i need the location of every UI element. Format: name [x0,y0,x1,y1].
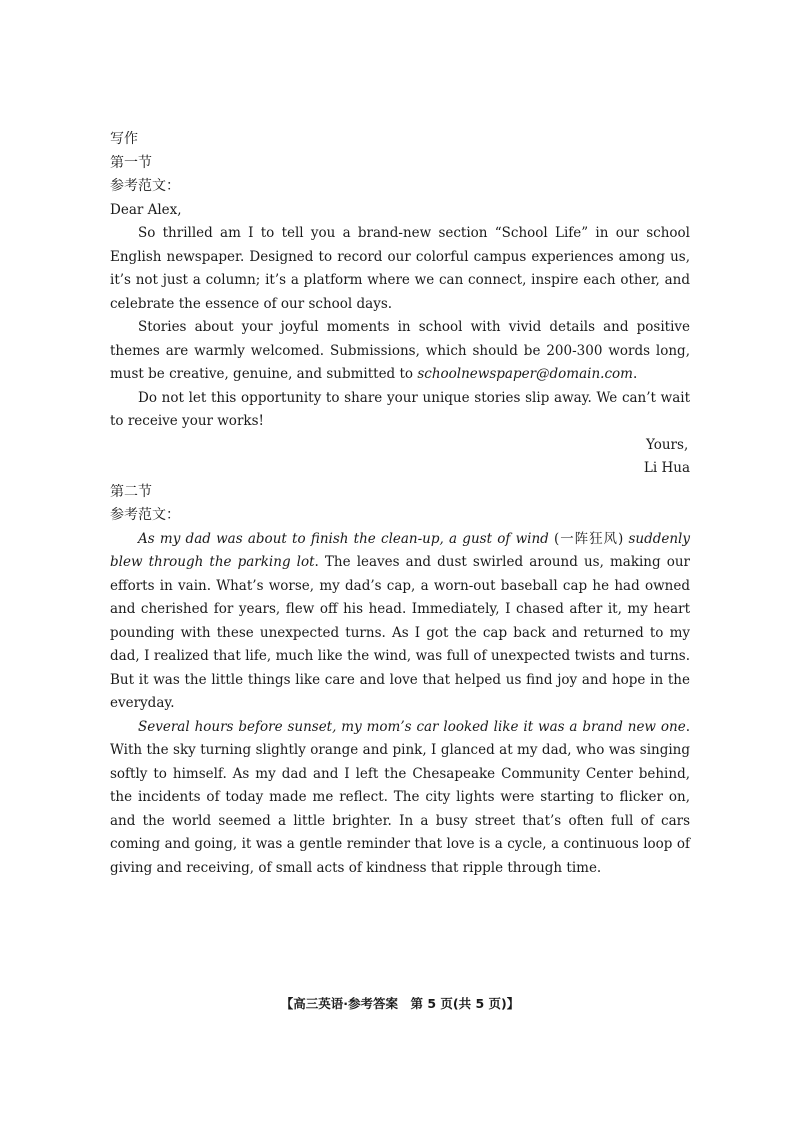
story-paragraph-1 [110,528,690,716]
story-prompt-1a: As my dad was about to finish the clean-up, a gust of wind [138,530,549,547]
letter-signature [110,457,690,481]
story-prompt-1b: suddenly blew through the parking lot [110,530,690,570]
story-gloss: (一阵狂风) [548,530,629,547]
part1-sample-label: 参考范文： [110,178,180,194]
letter-salutation: Dear Alex, [110,201,182,218]
letter-paragraph-3: Do not let this opportunity to share your unique stories slip away. We can’t wait to receive your works! [110,389,690,429]
page-footer: 【高三英语·参考答案 第 5 页(共 5 页)】 [280,996,520,1011]
closing-word: Yours, [646,436,689,453]
letter-paragraph-1: So thrilled am I to tell you a brand-new section “School Life” in our school English newspaper. Designed to record our colorful campus experiences among us, it’s not just a column; it’s a platform where we can connect, inspire each other, and celebrate the essence of our school days. [110,225,690,312]
story-paragraph-2 [110,716,690,881]
letter-paragraph-2 [110,316,690,387]
story-paragraph-2-text: . With the sky turning slightly orange and pink, I glanced at my dad, who was singing softly to himself. As my dad and I left the Chesapeake Community Center behind, the incidents of today made me reflect. The city lights were starting to flicker on, and the world seemed a little brighter. In a busy street that’s often full of cars coming and going, it was a gentle reminder that love is a cycle, a continuous loop of giving and receiving, of small acts of kindness that ripple through time. [110,718,690,876]
letter-paragraph-2-text: Stories about your joyful moments in school with vivid details and positive themes are warmly welcomed. Submissions, which should be 200-300 words long, must be creative, genuine, and submitted to [110,319,690,382]
part1-label: 第一节 [110,154,152,171]
section-title: 写作 [110,131,138,147]
letter-paragraph-2-end: . [632,366,638,382]
signature-name: Li Hua [643,460,690,476]
story-paragraph-1-text: . The leaves and dust swirled around us, making our efforts in vain. What’s worse, my dad’s cap, a worn-out baseball cap he had owned and cherished for years, flew off his head. Immediately, I chased after it, my heart pounding with these unexpected turns. As I got the cap back and returned to my dad, I realized that life, much like the wind, was full of unexpected twists and turns. But it was the little things like care and love that helped us find joy and hope in the everyday. [110,554,691,711]
letter-closing [110,434,690,458]
part2-sample-label: 参考范文： [110,507,180,523]
writing-section [110,128,690,880]
part2-label: 第二节 [110,483,152,500]
submission-email: schoolnewspaper@domain.com [417,366,633,382]
story-prompt-2: Several hours before sunset, my mom’s car looked like it was a brand new one [138,718,686,735]
